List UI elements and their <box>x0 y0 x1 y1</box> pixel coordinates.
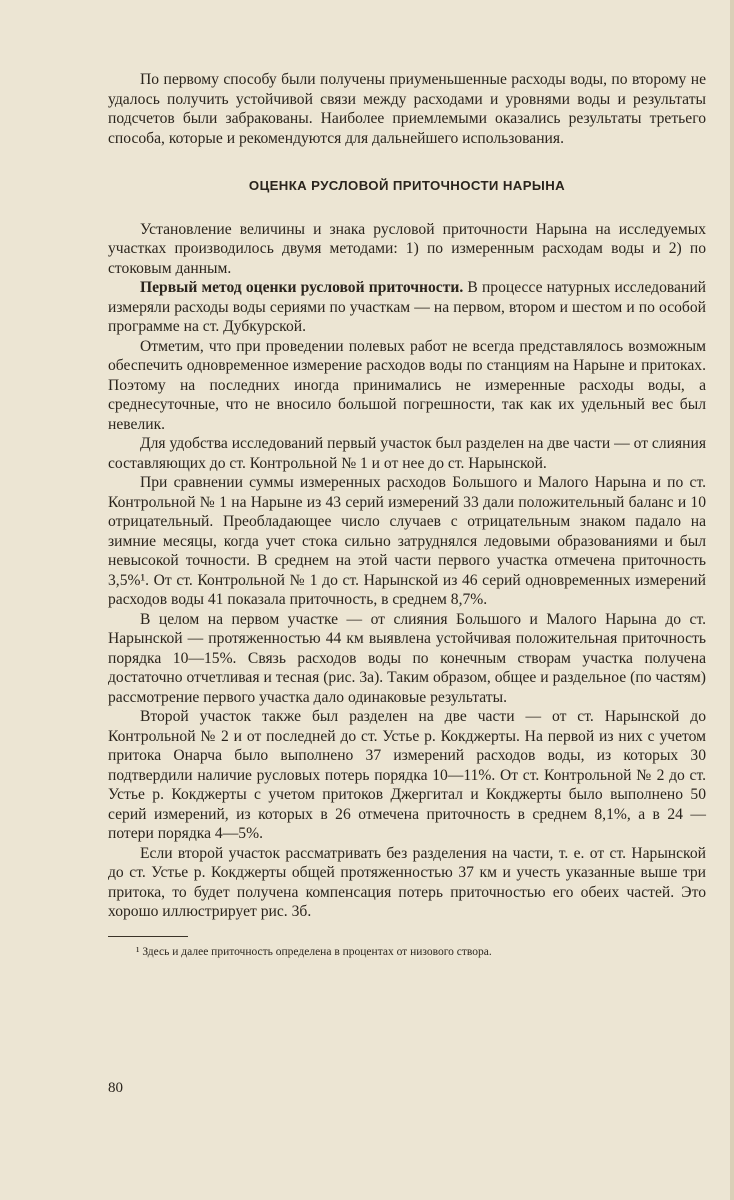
page-number: 80 <box>108 1080 123 1096</box>
paragraph-first-section-total: В целом на первом участке — от слияния Большого и Малого Нарына до ст. Нарынской — протяженностью 44 км выявлена устойчивая положительная приточность порядка 10—15%. Связь расходов воды по конечным створам участка получена достаточно отчетливая и тесная (рис. 3а). Таким образом, общее и раздельное (по частям) рассмотрение первого участка дало одинаковые результаты. <box>108 610 706 706</box>
paragraph-first-method-text: В процессе натурных исследований измеряли расходы воды сериями по участкам — на первом, втором и шестом и по особой программе на ст. Дубкурской. <box>108 279 707 335</box>
page-body <box>108 70 706 960</box>
paragraph-methods: Установление величины и знака русловой приточности Нарына на исследуемых участках производилось двумя методами: 1) по измеренным расходам воды и 2) по стоковым данным. <box>108 220 706 277</box>
paragraph-first-section: Для удобства исследований первый участок был разделен на две части — от слияния составляющих до ст. Контрольной № 1 и от нее до ст. Нарынской. <box>108 435 706 472</box>
section-heading: ОЦЕНКА РУСЛОВОЙ ПРИТОЧНОСТИ НАРЫНА <box>248 178 566 193</box>
bold-lead: Первый метод оценки русловой приточности. <box>140 279 464 296</box>
paragraph-second-section-total: Если второй участок рассматривать без разделения на части, т. е. от ст. Нарынской до ст. Устье р. Кокджерты общей протяженностью 37 км и учесть указанные выше три притока, то будет получена компенсация потерь приточностью его обеих частей. Это хорошо иллюстрирует рис. 3б. <box>108 844 706 920</box>
footnote: ¹ Здесь и далее приточность определена в процентах от низового створа. <box>136 945 492 958</box>
page-edge-shadow <box>730 0 734 1200</box>
paragraph-second-section: Второй участок также был разделен на две части — от ст. Нарынской до Контрольной № 2 и от последней до ст. Устье р. Кокджерты. На первой из них с учетом притока Онарча было выполнено 37 измерений расходов воды, из которых 30 подтвердили наличие русловых потерь порядка 10—11%. От ст. Контрольной № 2 до ст. Устье р. Кокджерты с учетом притоков Джергитал и Кокджерты было выполнено 50 серий измерений, из которых в 26 отмечена приточность в среднем 8,1%, а в 24 — потери порядка 4—5%. <box>108 708 706 842</box>
intro-paragraph: По первому способу были получены приуменьшенные расходы воды, по второму не удалось получить устойчивой связи между расходами и уровнями воды и результаты подсчетов были забракованы. Наиболее приемлемыми оказались результаты третьего способа, которые и рекомендуются для дальнейшего использования. <box>108 71 706 147</box>
paragraph-first-method <box>108 278 706 337</box>
footnote-divider <box>108 936 188 937</box>
paragraph-field-work: Отметим, что при проведении полевых работ не всегда представлялось возможным обеспечить одновременное измерение расходов воды по станциям на Нарыне и притоках. Поэтому на последних иногда принимались не измеренные расходы воды, а среднесуточные, что не вносило большой погрешности, так как их удельный вес был невелик. <box>108 337 706 433</box>
paragraph-comparison: При сравнении суммы измеренных расходов Большого и Малого Нарына и по ст. Контрольной № 1 на Нарыне из 43 серий измерений 33 дали положительный баланс и 10 отрицательный. Преобладающее число случаев с отрицательным знаком падало на зимние месяцы, когда учет стока сильно затруднялся ледовыми образованиями и был невысокой точности. В среднем на этой части первого участка отмечена приточность 3,5%¹. От ст. Контрольной № 1 до ст. Нарынской из 46 серий одновременных измерений расходов воды 41 показала приточность, в среднем 8,7%. <box>108 474 706 608</box>
